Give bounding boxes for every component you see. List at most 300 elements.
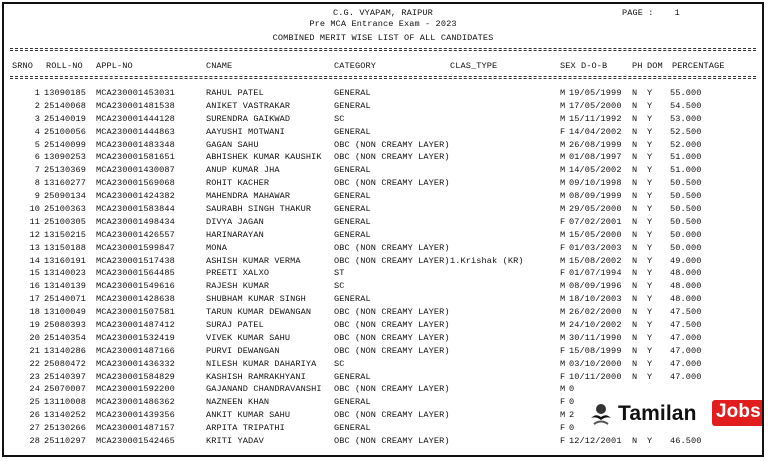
cell-sex: M bbox=[560, 358, 566, 369]
cell-dom: Y bbox=[647, 178, 653, 189]
cell-appl-no: MCA230001542465 bbox=[96, 436, 175, 447]
cell-dom: Y bbox=[647, 216, 653, 227]
cell-roll-no: 25140397 bbox=[44, 371, 87, 382]
cell-appl-no: MCA230001498434 bbox=[96, 216, 175, 227]
cell-srno: 13 bbox=[29, 242, 40, 253]
cell-appl-no: MCA230001564485 bbox=[96, 268, 175, 279]
cell-appl-no: MCA230001507581 bbox=[96, 307, 175, 318]
cell-dom: Y bbox=[647, 436, 653, 447]
cell-dom: Y bbox=[647, 307, 653, 318]
watermark-logo bbox=[584, 396, 764, 432]
cell-dom: Y bbox=[647, 152, 653, 163]
cell-cname: DIVYA JAGAN bbox=[206, 216, 264, 227]
cell-ph: N bbox=[632, 436, 638, 447]
cell-appl-no: MCA230001569068 bbox=[96, 178, 175, 189]
cell-dom: Y bbox=[647, 139, 653, 150]
cell-cname: GAJANAND CHANDRAVANSHI bbox=[206, 384, 322, 395]
cell-dob: 08/09/1996 bbox=[569, 281, 622, 292]
cell-sex: M bbox=[560, 281, 566, 292]
cell-percentage: 50.500 bbox=[670, 191, 702, 202]
cell-roll-no: 25140099 bbox=[44, 139, 87, 150]
cell-category: GENERAL bbox=[334, 229, 371, 240]
cell-cname: ABHISHEK KUMAR KAUSHIK bbox=[206, 152, 322, 163]
cell-category: OBC (NON CREAMY LAYER) bbox=[334, 332, 450, 343]
cell-srno: 11 bbox=[29, 216, 40, 227]
cell-category: SC bbox=[334, 113, 345, 124]
cell-roll-no: 13150188 bbox=[44, 242, 87, 253]
cell-ph: N bbox=[632, 191, 638, 202]
table-row bbox=[4, 152, 762, 165]
list-title: COMBINED MERIT WISE LIST OF ALL CANDIDATES bbox=[272, 33, 494, 43]
cell-percentage: 47.000 bbox=[670, 358, 702, 369]
cell-percentage: 48.000 bbox=[670, 268, 702, 279]
cell-percentage: 52.500 bbox=[670, 126, 702, 137]
cell-srno: 1 bbox=[34, 88, 40, 98]
cell-cname: PREETI XALXO bbox=[206, 268, 270, 279]
cell-roll-no: 25140354 bbox=[44, 332, 87, 343]
cell-dob: 15/08/1999 bbox=[569, 345, 622, 356]
cell-dob: 12/12/2001 bbox=[569, 436, 622, 447]
cell-cname: ARPITA TRIPATHI bbox=[206, 423, 285, 434]
cell-dob: 01/08/1997 bbox=[569, 152, 622, 163]
cell-sex: F bbox=[560, 436, 566, 447]
cell-category: GENERAL bbox=[334, 397, 371, 408]
cell-srno: 2 bbox=[34, 100, 40, 111]
cell-cname: KRITI YADAV bbox=[206, 436, 264, 447]
cell-category: GENERAL bbox=[334, 88, 371, 98]
cell-sex: M bbox=[560, 204, 566, 215]
cell-srno: 23 bbox=[29, 371, 40, 382]
table-row bbox=[4, 333, 762, 346]
cell-dob: 15/05/2000 bbox=[569, 229, 622, 240]
cell-cname: MAHENDRA MAHAWAR bbox=[206, 191, 291, 202]
cell-appl-no: MCA230001430087 bbox=[96, 165, 175, 176]
cell-category: GENERAL bbox=[334, 423, 371, 434]
mustache-figure-icon bbox=[588, 402, 614, 426]
cell-roll-no: 25090134 bbox=[44, 191, 87, 202]
cell-category: GENERAL bbox=[334, 216, 371, 227]
cell-dom: Y bbox=[647, 242, 653, 253]
cell-dom: Y bbox=[647, 345, 653, 356]
cell-percentage: 50.500 bbox=[670, 204, 702, 215]
cell-percentage: 47.000 bbox=[670, 345, 702, 356]
cell-sex: M bbox=[560, 191, 566, 202]
cell-srno: 14 bbox=[29, 255, 40, 266]
cell-appl-no: MCA230001428638 bbox=[96, 294, 175, 305]
cell-category: OBC (NON CREAMY LAYER) bbox=[334, 178, 450, 189]
cell-ph: N bbox=[632, 152, 638, 163]
cell-percentage: 47.000 bbox=[670, 332, 702, 343]
cell-sex: F bbox=[560, 371, 566, 382]
document-frame bbox=[2, 2, 764, 457]
cell-ph: N bbox=[632, 113, 638, 124]
cell-appl-no: MCA230001436332 bbox=[96, 358, 175, 369]
cell-sex: F bbox=[560, 268, 566, 279]
col-clas-type: CLAS_TYPE bbox=[450, 61, 498, 71]
cell-roll-no: 13100049 bbox=[44, 307, 87, 318]
cell-dom: Y bbox=[647, 126, 653, 137]
cell-roll-no: 25100363 bbox=[44, 204, 87, 215]
table-row bbox=[4, 114, 762, 127]
cell-sex: M bbox=[560, 178, 566, 189]
cell-roll-no: 25100305 bbox=[44, 216, 87, 227]
cell-dom: Y bbox=[647, 113, 653, 124]
cell-appl-no: MCA230001532419 bbox=[96, 332, 175, 343]
cell-roll-no: 25080472 bbox=[44, 358, 87, 369]
cell-dob: 0 bbox=[569, 423, 575, 434]
cell-percentage: 47.500 bbox=[670, 307, 702, 318]
cell-percentage: 47.000 bbox=[670, 371, 702, 382]
cell-category: OBC (NON CREAMY LAYER) bbox=[334, 320, 450, 331]
cell-roll-no: 25130369 bbox=[44, 165, 87, 176]
cell-percentage: 50.500 bbox=[670, 216, 702, 227]
cell-roll-no: 25140019 bbox=[44, 113, 87, 124]
cell-appl-no: MCA230001581651 bbox=[96, 152, 175, 163]
cell-percentage: 55.000 bbox=[670, 88, 702, 98]
cell-sex: M bbox=[560, 294, 566, 305]
cell-sex: M bbox=[560, 152, 566, 163]
cell-category: OBC (NON CREAMY LAYER) bbox=[334, 345, 450, 356]
cell-srno: 21 bbox=[29, 345, 40, 356]
cell-dob: 10/11/2000 bbox=[569, 371, 622, 382]
table-row bbox=[4, 88, 762, 101]
cell-roll-no: 13160191 bbox=[44, 255, 87, 266]
cell-dob: 17/05/2000 bbox=[569, 100, 622, 111]
cell-ph: N bbox=[632, 178, 638, 189]
table-row bbox=[4, 165, 762, 178]
cell-srno: 27 bbox=[29, 423, 40, 434]
cell-srno: 3 bbox=[34, 113, 40, 124]
cell-srno: 28 bbox=[29, 436, 40, 447]
column-divider-2 bbox=[10, 78, 756, 79]
table-row bbox=[4, 346, 762, 359]
cell-roll-no: 13090185 bbox=[44, 88, 87, 98]
cell-category: SC bbox=[334, 358, 345, 369]
cell-cname: SURENDRA GAIKWAD bbox=[206, 113, 291, 124]
cell-appl-no: MCA230001453031 bbox=[96, 88, 175, 98]
cell-roll-no: 13160277 bbox=[44, 178, 87, 189]
table-row bbox=[4, 268, 762, 281]
cell-srno: 10 bbox=[29, 204, 40, 215]
cell-roll-no: 25140071 bbox=[44, 294, 87, 305]
cell-percentage: 52.000 bbox=[670, 139, 702, 150]
cell-ph: N bbox=[632, 358, 638, 369]
cell-dob: 01/03/2003 bbox=[569, 242, 622, 253]
cell-dob: 01/07/1994 bbox=[569, 268, 622, 279]
col-percentage: PERCENTAGE bbox=[672, 61, 725, 71]
cell-percentage: 50.000 bbox=[670, 229, 702, 240]
cell-dob: 19/05/1999 bbox=[569, 88, 622, 98]
header-divider-top bbox=[10, 48, 756, 49]
cell-cname: ANUP KUMAR JHA bbox=[206, 165, 280, 176]
cell-cname: ANIKET VASTRAKAR bbox=[206, 100, 291, 111]
cell-percentage: 54.500 bbox=[670, 100, 702, 111]
col-roll-no: ROLL-NO bbox=[46, 61, 83, 71]
table-row bbox=[4, 101, 762, 114]
cell-ph: N bbox=[632, 88, 638, 98]
cell-appl-no: MCA230001599847 bbox=[96, 242, 175, 253]
cell-percentage: 51.000 bbox=[670, 165, 702, 176]
cell-cname: TARUN KUMAR DEWANGAN bbox=[206, 307, 312, 318]
cell-dob: 24/10/2002 bbox=[569, 320, 622, 331]
cell-dom: Y bbox=[647, 268, 653, 279]
cell-cname: NILESH KUMAR DAHARIYA bbox=[206, 358, 317, 369]
col-appl-no: APPL-NO bbox=[96, 61, 133, 71]
cell-percentage: 51.000 bbox=[670, 152, 702, 163]
cell-cname: MONA bbox=[206, 242, 228, 253]
cell-cname: SURAJ PATEL bbox=[206, 320, 264, 331]
column-header-row bbox=[4, 61, 762, 73]
header-divider-top-2 bbox=[10, 50, 756, 51]
cell-cname: ASHISH KUMAR VERMA bbox=[206, 255, 301, 266]
cell-appl-no: MCA230001584829 bbox=[96, 371, 175, 382]
cell-srno: 22 bbox=[29, 358, 40, 369]
cell-sex: F bbox=[560, 242, 566, 253]
cell-ph: N bbox=[632, 332, 638, 343]
col-srno: SRNO bbox=[12, 61, 34, 71]
table-row bbox=[4, 178, 762, 191]
cell-cname: AAYUSHI MOTWANI bbox=[206, 126, 285, 137]
cell-percentage: 48.000 bbox=[670, 281, 702, 292]
cell-appl-no: MCA230001481538 bbox=[96, 100, 175, 111]
cell-sex: M bbox=[560, 88, 566, 98]
cell-dob: 15/11/1992 bbox=[569, 113, 622, 124]
table-row bbox=[4, 256, 762, 269]
cell-cname: HARINARAYAN bbox=[206, 229, 264, 240]
cell-dob: 15/08/2002 bbox=[569, 255, 622, 266]
cell-dom: Y bbox=[647, 88, 653, 98]
cell-sex: F bbox=[560, 397, 566, 408]
cell-ph: N bbox=[632, 345, 638, 356]
cell-appl-no: MCA230001487157 bbox=[96, 423, 175, 434]
cell-percentage: 46.500 bbox=[670, 436, 702, 447]
table-row bbox=[4, 140, 762, 153]
cell-cname: RAHUL PATEL bbox=[206, 88, 264, 98]
watermark-brand-tag: Jobs bbox=[712, 400, 764, 426]
cell-dob: 30/11/1990 bbox=[569, 332, 622, 343]
cell-ph: N bbox=[632, 268, 638, 279]
cell-ph: N bbox=[632, 216, 638, 227]
table-row bbox=[4, 320, 762, 333]
cell-roll-no: 13090253 bbox=[44, 152, 87, 163]
cell-sex: F bbox=[560, 126, 566, 137]
cell-dob: 26/02/2000 bbox=[569, 307, 622, 318]
cell-roll-no: 25130266 bbox=[44, 423, 87, 434]
cell-percentage: 49.000 bbox=[670, 255, 702, 266]
cell-dob: 03/10/2000 bbox=[569, 358, 622, 369]
cell-sex: M bbox=[560, 332, 566, 343]
cell-dom: Y bbox=[647, 165, 653, 176]
cell-cname: GAGAN SAHU bbox=[206, 139, 259, 150]
table-row bbox=[4, 359, 762, 372]
table-row bbox=[4, 204, 762, 217]
cell-category: GENERAL bbox=[334, 126, 371, 137]
cell-ph: N bbox=[632, 255, 638, 266]
cell-roll-no: 25080393 bbox=[44, 320, 87, 331]
cell-srno: 8 bbox=[34, 178, 40, 189]
col-ph: PH bbox=[632, 61, 643, 71]
candidate-rows bbox=[4, 88, 762, 449]
exam-title: Pre MCA Entrance Exam - 2023 bbox=[309, 19, 457, 29]
cell-cname: VIVEK KUMAR SAHU bbox=[206, 332, 291, 343]
cell-roll-no: 13140286 bbox=[44, 345, 87, 356]
cell-appl-no: MCA230001424382 bbox=[96, 191, 175, 202]
merit-list-document bbox=[4, 4, 762, 455]
cell-srno: 12 bbox=[29, 229, 40, 240]
cell-category: OBC (NON CREAMY LAYER) bbox=[334, 139, 450, 150]
cell-category: GENERAL bbox=[334, 371, 371, 382]
cell-ph: N bbox=[632, 307, 638, 318]
col-dom: DOM bbox=[647, 61, 663, 71]
cell-appl-no: MCA230001583844 bbox=[96, 204, 175, 215]
cell-ph: N bbox=[632, 126, 638, 137]
cell-sex: M bbox=[560, 139, 566, 150]
cell-appl-no: MCA230001444863 bbox=[96, 126, 175, 137]
table-row bbox=[4, 243, 762, 256]
table-row bbox=[4, 127, 762, 140]
cell-category: OBC (NON CREAMY LAYER) bbox=[334, 410, 450, 421]
watermark-brand: Tamilan bbox=[618, 402, 697, 425]
cell-dom: Y bbox=[647, 191, 653, 202]
cell-srno: 24 bbox=[29, 384, 40, 395]
cell-dom: Y bbox=[647, 100, 653, 111]
cell-dob: 08/09/1999 bbox=[569, 191, 622, 202]
table-row bbox=[4, 281, 762, 294]
cell-sex: F bbox=[560, 345, 566, 356]
table-row bbox=[4, 217, 762, 230]
cell-category: OBC (NON CREAMY LAYER) bbox=[334, 384, 450, 395]
cell-srno: 9 bbox=[34, 191, 40, 202]
cell-clas-type: 1.Krishak (KR) bbox=[450, 255, 524, 266]
cell-dob: 14/04/2002 bbox=[569, 126, 622, 137]
cell-dob: 0 bbox=[569, 384, 575, 395]
cell-dom: Y bbox=[647, 281, 653, 292]
cell-category: SC bbox=[334, 281, 345, 292]
table-row bbox=[4, 307, 762, 320]
cell-category: OBC (NON CREAMY LAYER) bbox=[334, 255, 450, 266]
cell-percentage: 53.000 bbox=[670, 113, 702, 124]
col-sex-dob: SEX D-O-B bbox=[560, 61, 608, 71]
cell-cname: SHUBHAM KUMAR SINGH bbox=[206, 294, 306, 305]
cell-srno: 25 bbox=[29, 397, 40, 408]
cell-appl-no: MCA230001487166 bbox=[96, 345, 175, 356]
cell-dob: 2 bbox=[569, 410, 575, 421]
cell-srno: 19 bbox=[29, 320, 40, 331]
cell-ph: N bbox=[632, 320, 638, 331]
cell-roll-no: 13110008 bbox=[44, 397, 87, 408]
table-row bbox=[4, 191, 762, 204]
cell-dom: Y bbox=[647, 204, 653, 215]
cell-cname: PURVI DEWANGAN bbox=[206, 345, 280, 356]
cell-cname: KASHISH RAMRAKHYANI bbox=[206, 371, 306, 382]
cell-appl-no: MCA230001439356 bbox=[96, 410, 175, 421]
cell-category: ST bbox=[334, 268, 345, 279]
cell-dob: 29/05/2000 bbox=[569, 204, 622, 215]
cell-sex: M bbox=[560, 255, 566, 266]
cell-category: GENERAL bbox=[334, 165, 371, 176]
cell-sex: M bbox=[560, 113, 566, 124]
cell-sex: M bbox=[560, 100, 566, 111]
cell-roll-no: 25110297 bbox=[44, 436, 87, 447]
cell-dom: Y bbox=[647, 255, 653, 266]
cell-dob: 18/10/2003 bbox=[569, 294, 622, 305]
cell-ph: N bbox=[632, 242, 638, 253]
cell-dom: Y bbox=[647, 320, 653, 331]
cell-category: OBC (NON CREAMY LAYER) bbox=[334, 152, 450, 163]
cell-cname: ROHIT KACHER bbox=[206, 178, 270, 189]
cell-category: GENERAL bbox=[334, 100, 371, 111]
cell-dob: 0 bbox=[569, 397, 575, 408]
cell-cname: ANKIT KUMAR SAHU bbox=[206, 410, 291, 421]
cell-ph: N bbox=[632, 281, 638, 292]
cell-roll-no: 25070007 bbox=[44, 384, 87, 395]
cell-appl-no: MCA230001487412 bbox=[96, 320, 175, 331]
cell-dom: Y bbox=[647, 358, 653, 369]
cell-srno: 4 bbox=[34, 126, 40, 137]
cell-sex: M bbox=[560, 307, 566, 318]
cell-sex: M bbox=[560, 229, 566, 240]
cell-category: OBC (NON CREAMY LAYER) bbox=[334, 242, 450, 253]
cell-ph: N bbox=[632, 371, 638, 382]
cell-sex: M bbox=[560, 384, 566, 395]
table-row bbox=[4, 436, 762, 449]
cell-srno: 5 bbox=[34, 139, 40, 150]
cell-srno: 20 bbox=[29, 332, 40, 343]
cell-percentage: 48.000 bbox=[670, 294, 702, 305]
cell-roll-no: 13140252 bbox=[44, 410, 87, 421]
cell-appl-no: MCA230001426557 bbox=[96, 229, 175, 240]
column-divider bbox=[10, 76, 756, 77]
cell-percentage: 50.000 bbox=[670, 242, 702, 253]
cell-category: OBC (NON CREAMY LAYER) bbox=[334, 436, 450, 447]
cell-appl-no: MCA230001483348 bbox=[96, 139, 175, 150]
col-category: CATEGORY bbox=[334, 61, 377, 71]
cell-roll-no: 13140023 bbox=[44, 268, 87, 279]
cell-srno: 15 bbox=[29, 268, 40, 279]
cell-ph: N bbox=[632, 229, 638, 240]
cell-ph: N bbox=[632, 204, 638, 215]
cell-appl-no: MCA230001444128 bbox=[96, 113, 175, 124]
cell-dob: 14/05/2002 bbox=[569, 165, 622, 176]
cell-percentage: 50.500 bbox=[670, 178, 702, 189]
cell-sex: M bbox=[560, 410, 566, 421]
cell-ph: N bbox=[632, 100, 638, 111]
cell-cname: RAJESH KUMAR bbox=[206, 281, 270, 292]
cell-dom: Y bbox=[647, 332, 653, 343]
cell-ph: N bbox=[632, 294, 638, 305]
cell-dob: 26/08/1999 bbox=[569, 139, 622, 150]
cell-roll-no: 13140139 bbox=[44, 281, 87, 292]
cell-category: OBC (NON CREAMY LAYER) bbox=[334, 307, 450, 318]
cell-category: GENERAL bbox=[334, 204, 371, 215]
cell-sex: M bbox=[560, 165, 566, 176]
page-number: PAGE : 1 bbox=[622, 8, 680, 18]
cell-ph: N bbox=[632, 139, 638, 150]
cell-dom: Y bbox=[647, 229, 653, 240]
cell-roll-no: 25100056 bbox=[44, 126, 87, 137]
table-row bbox=[4, 294, 762, 307]
cell-srno: 26 bbox=[29, 410, 40, 421]
cell-sex: F bbox=[560, 216, 566, 227]
cell-sex: M bbox=[560, 320, 566, 331]
cell-cname: SAURABH SINGH THAKUR bbox=[206, 204, 312, 215]
cell-dob: 07/02/2001 bbox=[569, 216, 622, 227]
cell-cname: NAZNEEN KHAN bbox=[206, 397, 270, 408]
cell-srno: 18 bbox=[29, 307, 40, 318]
cell-appl-no: MCA230001592200 bbox=[96, 384, 175, 395]
cell-srno: 6 bbox=[34, 152, 40, 163]
cell-percentage: 47.500 bbox=[670, 320, 702, 331]
